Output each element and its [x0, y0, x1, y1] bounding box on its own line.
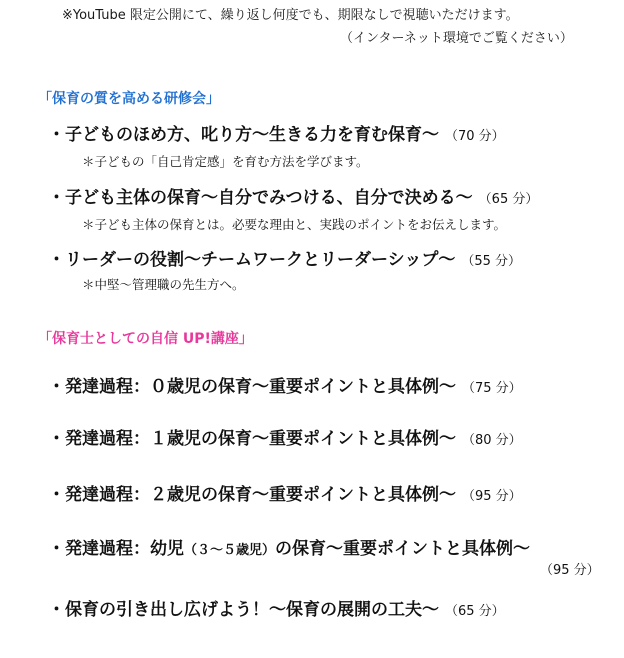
- course-item-age1: [48, 424, 522, 449]
- course-desc: ＊子どもの「自己肯定感」を育む方法を学びます。: [82, 154, 369, 169]
- course-title: ・発達過程：２歳児の保育～重要ポイントと具体例～: [48, 485, 456, 505]
- course-item-praise: [48, 120, 505, 145]
- course-item-leader: [48, 245, 521, 270]
- course-item-age0: [48, 372, 522, 397]
- youtube-note: ※YouTube 限定公開にて、繰り返し何度でも、期限なしで視聴いただけます。: [62, 8, 519, 23]
- section-title-confidence: 「保育士としての自信 UP!講座」: [38, 331, 253, 347]
- course-title: ・発達過程：１歳児の保育～重要ポイントと具体例～: [48, 429, 456, 449]
- section-title-quality: 「保育の質を高める研修会」: [38, 91, 220, 107]
- internet-note: （インターネット環境でご覧ください）: [340, 31, 573, 46]
- course-duration: （80 分）: [462, 433, 522, 448]
- course-duration: （75 分）: [462, 381, 522, 396]
- course-item-child-centered: [48, 183, 538, 208]
- course-title-paren: （３～５歳児）: [184, 543, 276, 558]
- course-item-expand: [48, 595, 505, 620]
- course-title: ・子ども主体の保育～自分でみつける、自分で決める～: [48, 188, 473, 208]
- course-item-age2: [48, 480, 522, 505]
- course-title: ・リーダーの役割～チームワークとリーダーシップ～: [48, 250, 456, 270]
- course-duration: （95 分）: [540, 563, 600, 578]
- course-title-a: ・発達過程：幼児: [48, 539, 184, 559]
- course-duration: （65 分）: [478, 192, 539, 207]
- course-title: ・保育の引き出し広げよう！～保育の展開の工夫～: [48, 600, 439, 620]
- course-title: ・発達過程：０歳児の保育～重要ポイントと具体例～: [48, 377, 456, 397]
- course-duration: （70 分）: [445, 129, 505, 144]
- course-duration: （65 分）: [445, 604, 505, 619]
- course-title-b: の保育～重要ポイントと具体例～: [275, 539, 531, 559]
- course-duration: （55 分）: [461, 254, 522, 269]
- course-title: ・子どものほめ方、叱り方～生きる力を育む保育～: [48, 125, 439, 145]
- course-desc: ＊子ども主体の保育とは。必要な理由と、実践のポイントをお伝えします。: [82, 217, 507, 232]
- course-desc: ＊中堅～管理職の先生方へ。: [82, 277, 245, 292]
- course-item-preschool: [48, 534, 530, 559]
- course-duration: （95 分）: [462, 489, 522, 504]
